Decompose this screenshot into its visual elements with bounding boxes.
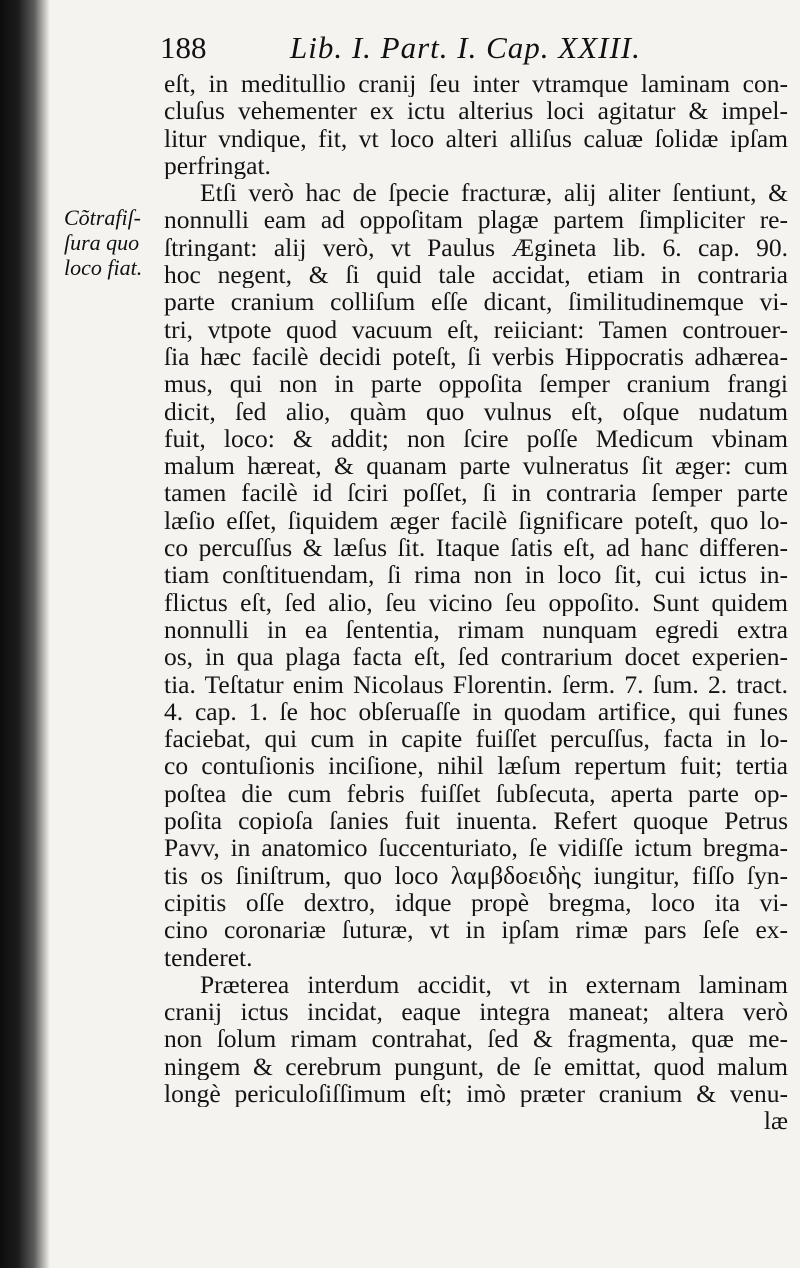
text-line: os, in qua plaga facta eſt, ſed contrarium docet experien- xyxy=(164,643,788,671)
text-line: fuit, loco: & addit; non ſcire poſſe Medicum vbinam xyxy=(164,424,788,453)
text-line: Etſi verò hac de ſpecie fracturæ, alij aliter ſentiunt, & xyxy=(200,179,788,207)
text-line: tis os ſiniſtrum, quo loco λαμβδοειδὴς iungitur, fiſſo ſyn- xyxy=(164,861,788,889)
text-line: perfringat. xyxy=(164,151,271,180)
margin-note-line: Cõtrafiſ- xyxy=(64,205,142,230)
text-line: ſia hæc facilè decidi poteſt, ſi verbis Hippocratis adhærea- xyxy=(164,342,788,371)
text-line: cranij ictus incidat, eaque integra maneat; altera verò xyxy=(164,998,788,1026)
page-number: 188 xyxy=(160,30,207,65)
text-line: tiam conſtituendam, ſi rima non in loco ſit, cui ictus in- xyxy=(164,561,788,589)
text-line: nonnulli in ea ſententia, rimam nunquam egredi extra xyxy=(164,615,788,644)
margin-note-line: ſura quo xyxy=(64,230,140,255)
page-header xyxy=(0,30,800,70)
text-line: læ xyxy=(763,1107,788,1135)
text-line: cluſus vehementer ex ictu alterius loci agitatur & impel- xyxy=(164,97,788,125)
text-line: læſio eſſet, ſiquidem æger facilè ſignificare poteſt, quo lo- xyxy=(164,506,788,535)
text-line: longè periculoſiſſimum eſt; imò præter cranium & venu- xyxy=(164,1079,788,1108)
text-line: tenderet. xyxy=(164,943,253,971)
text-line: poſtea die cum febris fuiſſet ſubſecuta, aperta parte op- xyxy=(164,779,788,808)
margin-note-line: loco fiat. xyxy=(64,255,143,280)
margin-note xyxy=(64,205,160,280)
text-line: 4. cap. 1. ſe hoc obſeruaſſe in quodam artifice, qui funes xyxy=(164,697,788,726)
text-line: Pavv, in anatomico ſuccenturiato, ſe vidiſſe ictum bregma- xyxy=(164,834,788,862)
text-line: co percuſſus & læſus ſit. Itaque ſatis eſt, ad hanc differen- xyxy=(164,534,788,562)
text-line: co contuſionis inciſione, nihil læſum repertum fuit; tertia xyxy=(164,752,788,780)
text-line: flictus eſt, ſed alio, ſeu vicino ſeu oppoſito. Sunt quidem xyxy=(164,588,788,616)
body-text xyxy=(164,70,788,1135)
text-line: parte cranium colliſum eſſe dicant, ſimilitudinemque vi- xyxy=(164,288,788,316)
text-line: ningem & cerebrum pungunt, de ſe emittat, quod malum xyxy=(164,1052,788,1080)
text-line: faciebat, qui cum in capite fuiſſet percuſſus, facta in lo- xyxy=(164,725,788,753)
text-line: poſita copioſa ſanies fuit inuenta. Refert quoque Petrus xyxy=(164,807,788,835)
book-binding-gutter xyxy=(0,0,50,1268)
text-line: cipitis oſſe dextro, idque propè bregma, loco ita vi- xyxy=(164,888,788,917)
text-line: litur vndique, fit, vt loco alteri alliſus caluæ ſolidæ ipſam xyxy=(164,124,788,152)
text-line: hoc negent, & ſi quid tale accidat, etiam in contraria xyxy=(164,261,788,289)
running-title: Lib. I. Part. I. Cap. XXIII. xyxy=(290,30,641,65)
text-line: malum hæreat, & quanam parte vulneratus ſit æger: cum xyxy=(164,452,788,480)
text-line: nonnulli eam ad oppoſitam plagæ partem ſimpliciter re- xyxy=(164,206,788,234)
text-line: tri, vtpote quod vacuum eſt, reiiciant: Tamen controuer- xyxy=(164,315,788,343)
text-line: mus, qui non in parte oppoſita ſemper cranium frangi xyxy=(164,370,788,398)
text-line: Præterea interdum accidit, vt in externam laminam xyxy=(200,970,788,999)
text-line: cino coronariæ ſuturæ, vt in ipſam rimæ pars ſeſe ex- xyxy=(164,916,788,944)
text-line: non ſolum rimam contrahat, ſed & fragmenta, quæ me- xyxy=(164,1025,788,1053)
text-line: ſtringant: alij verò, vt Paulus Ægineta lib. 6. cap. 90. xyxy=(164,233,788,262)
text-line: tia. Teſtatur enim Nicolaus Florentin. ſerm. 7. ſum. 2. tract. xyxy=(164,670,788,698)
text-line: dicit, ſed alio, quàm quo vulnus eſt, oſque nudatum xyxy=(164,397,788,425)
text-line: tamen facilè id ſciri poſſet, ſi in contraria ſemper parte xyxy=(164,479,788,507)
text-line: eſt, in meditullio cranij ſeu inter vtramque laminam con- xyxy=(164,70,788,98)
